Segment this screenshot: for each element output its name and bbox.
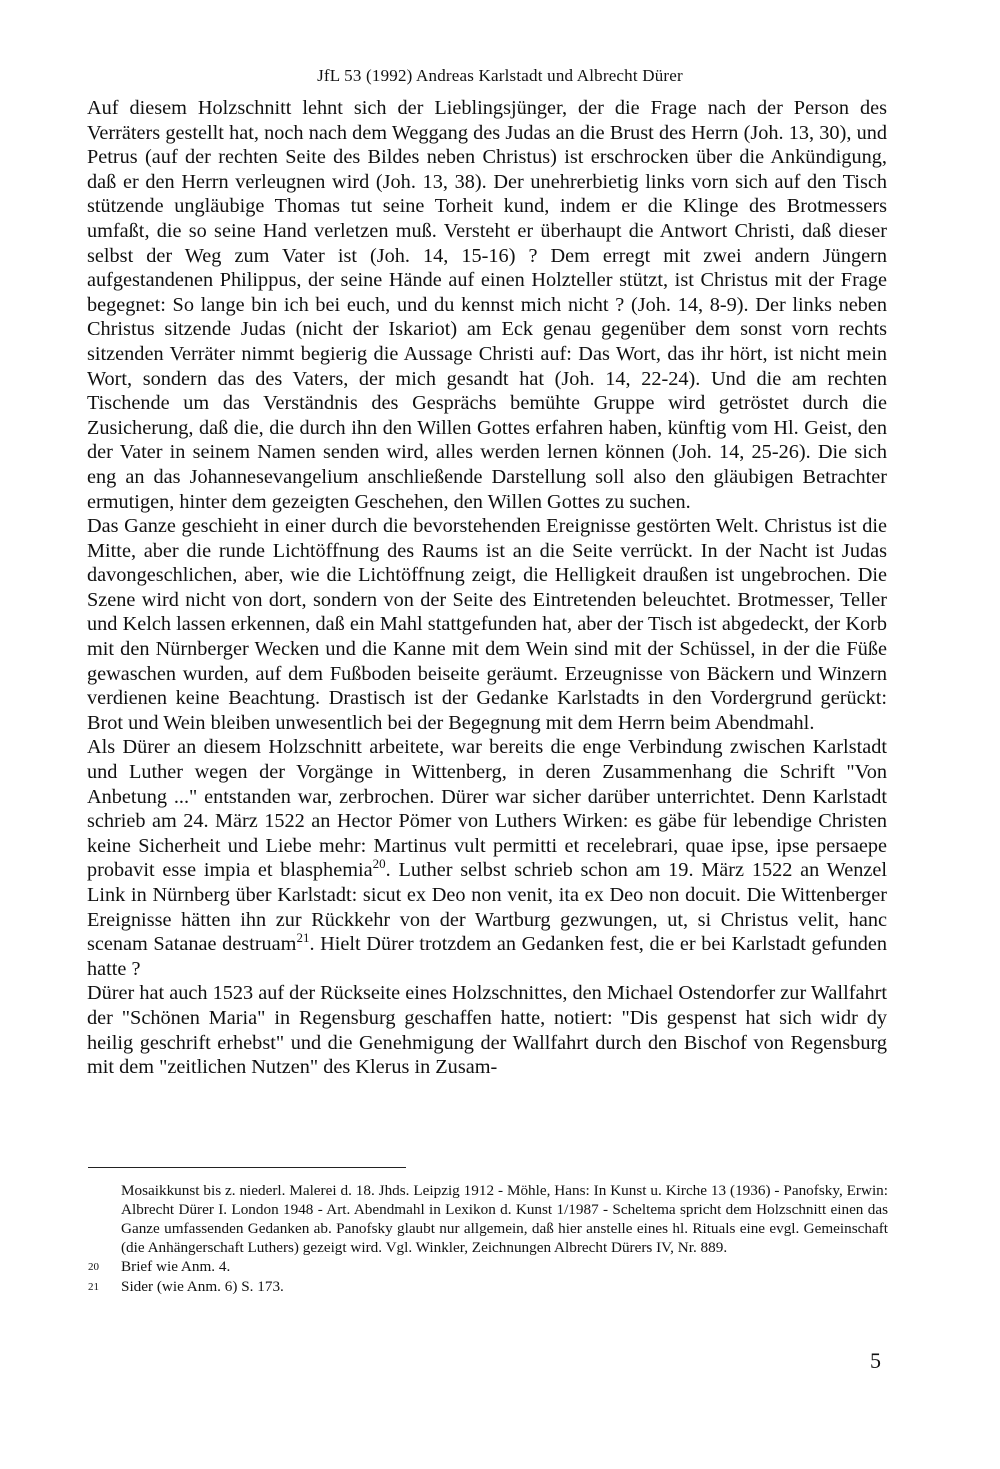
paragraph-1: Auf diesem Holzschnitt lehnt sich der Lieblingsjünger, der die Frage nach der Person des Verräters gestellt hat, noch nach dem Weggang des Judas an die Brust des Herrn (Joh. 13, 30), und Petrus (auf der rechten Seite des Bildes neben Christus) ist erschrocken über die Ankündigung, daß er den Herrn verleugnen wird (Joh. 13, 38). Der unehrerbietig links vorn sich auf den Tisch stützende ungläubige Thomas tut seine Torheit kund, indem er die Klinge des Brotmessers umfaßt, die so seine Hand verletzen muß. Versteht er überhaupt die Antwort Christi, daß dieser selbst der Weg zum Vater ist (Joh. 14, 15-16) ? Dem erregt mit zwei andern Jüngern aufgestandenen Philippus, der seine Hände auf einen Holzteller stützt, ist Christus mit der Frage begegnet: So lange bin ich bei euch, und du kennst mich nicht ? (Joh. 14, 8-9). Der links neben Christus sitzende Judas (nicht der Iskariot) am Eck genau gegenüber dem sonst vorn rechts sitzenden Verräter nimmt begierig die Aussage Christi auf: Das Wort, das ihr hört, ist nicht mein Wort, sondern das des Vaters, der mich gesandt hat (Joh. 14, 22-24). Und die am rechten Tischende um das Verständnis des Gesprächs bemühte Gruppe wird getröstet durch die Zusicherung, daß die, die durch ihn den Willen Gottes erfahren haben, künftig vom Hl. Geist, den der Vater in seinem Namen senden wird, alles werden lernen können (Joh. 14, 25-26). Die sich eng an das Johannesevangelium anschließende Darstellung soll also den gläubigen Betrachter ermutigen, hinter dem gezeigten Geschehen, den Willen Gottes zu suchen. — [87, 97, 887, 513]
paragraph-3-part-b: . Luther selbst schrieb schon am 19. März 1522 an Wenzel Link in Nürnberg über Karlstadt: sicut ex Deo non venit, ita ex Deo non docuit. Die Wittenberger Ereignisse hätten ihn zur Rückkehr von der Wartburg gezwungen, ut, si Christus velit, hanc scenam Satanae destruam — [87, 859, 887, 956]
paragraph-4: Dürer hat auch 1523 auf der Rückseite eines Holzschnittes, den Michael Ostendorfer zur Wallfahrt der "Schönen Maria" in Regensburg geschaffen hatte, notiert: "Dis gespenst hat sich widr dy heilig geschrift erhebst" und die Genehmigung der Wallfahrt durch den Bischof von Regensburg mit dem "zeitlichen Nutzen" des Klerus in Zusam- — [87, 982, 887, 1079]
paragraph-3-part-a: Als Dürer an diesem Holzschnitt arbeitete, war bereits die enge Verbindung zwischen Karlstadt und Luther wegen der Vorgänge in Wittenberg, in deren Zusammenhang die Schrift "Von Anbetung ..." entstanden war, zerbrochen. Dürer war sicher darüber unterrichtet. Denn Karlstadt schrieb am 24. März 1522 an Hector Pömer von Luthers Wirken: es gäbe für lebendige Christen keine Sicherheit und Liebe mehr: Martinus vult permitti et recelebrari, quae ipse, ipse persaepe probavit esse impia et blasphemia — [87, 736, 887, 882]
footnote-divider — [88, 1167, 406, 1168]
footnote-21 — [88, 1277, 888, 1297]
footnote-text: Sider (wie Anm. 6) S. 173. — [121, 1278, 284, 1295]
footnote-20 — [88, 1257, 888, 1277]
running-head: JfL 53 (1992) Andreas Karlstadt und Albrecht Dürer — [317, 66, 683, 85]
paragraph-2: Das Ganze geschieht in einer durch die bevorstehenden Ereignisse gestörten Welt. Christus ist die Mitte, aber die runde Lichtöffnung des Raums ist an die Seite verrückt. In der Nacht ist Judas davongeschlichen, aber, wie die Lichtöffnung zeigt, die Helligkeit draußen ist ungebrochen. Die Szene wird nicht von dort, sondern von der Seite des Eintretenden beleuchtet. Brotmesser, Teller und Kelch lassen erkennen, daß ein Mahl stattgefunden hat, aber der Tisch ist abgedeckt, der Korb mit den Nürnberger Wecken und die Kanne mit dem Wein sind mit der Schüssel, in der die Füße gewaschen wurden, auf dem Fußboden beiseite geräumt. Erzeugnisse von Bäckern und Winzern verdienen keine Beachtung. Drastisch ist der Gedanke Karlstadts in den Vordergrund gerückt: Brot und Wein bleiben unwesentlich bei der Begegnung mit dem Herrn beim Abendmahl. — [87, 515, 887, 734]
footnote-ref-20: 20 — [372, 856, 386, 872]
footnote-text: Brief wie Anm. 4. — [121, 1258, 231, 1275]
page-number: 5 — [870, 1348, 881, 1373]
footnote-continuation: Mosaikkunst bis z. niederl. Malerei d. 18. Jhds. Leipzig 1912 - Möhle, Hans: In Kunst u. Kirche 13 (1936) - Panofsky, Erwin: Albrecht Dürer I. London 1948 - Art. Abendmahl in Lexikon d. Kunst 1/1987 - Scheltema spricht dem Holzschnitt einen das Ganze umfassenden Gedanken ab. Panofsky glaubt nur allgemein, daß hier anstelle eines hl. Rituals eine evgl. Gemeinschaft (die Anhängerschaft Luthers) gezeigt wird. Vgl. Winkler, Zeichnungen Albrecht Dürers IV, Nr. 889. — [121, 1182, 888, 1256]
paragraph-3-part-c: . Hielt Dürer trotzdem an Gedanken fest, die er bei Karlstadt gefunden hatte ? — [87, 933, 888, 980]
footnote-ref-21: 21 — [296, 930, 310, 946]
paragraph-3 — [87, 735, 887, 981]
footnote-number: 21 — [88, 1281, 99, 1293]
footnote-number: 20 — [88, 1261, 99, 1273]
main-text — [87, 96, 887, 1080]
footnotes — [88, 1181, 888, 1297]
